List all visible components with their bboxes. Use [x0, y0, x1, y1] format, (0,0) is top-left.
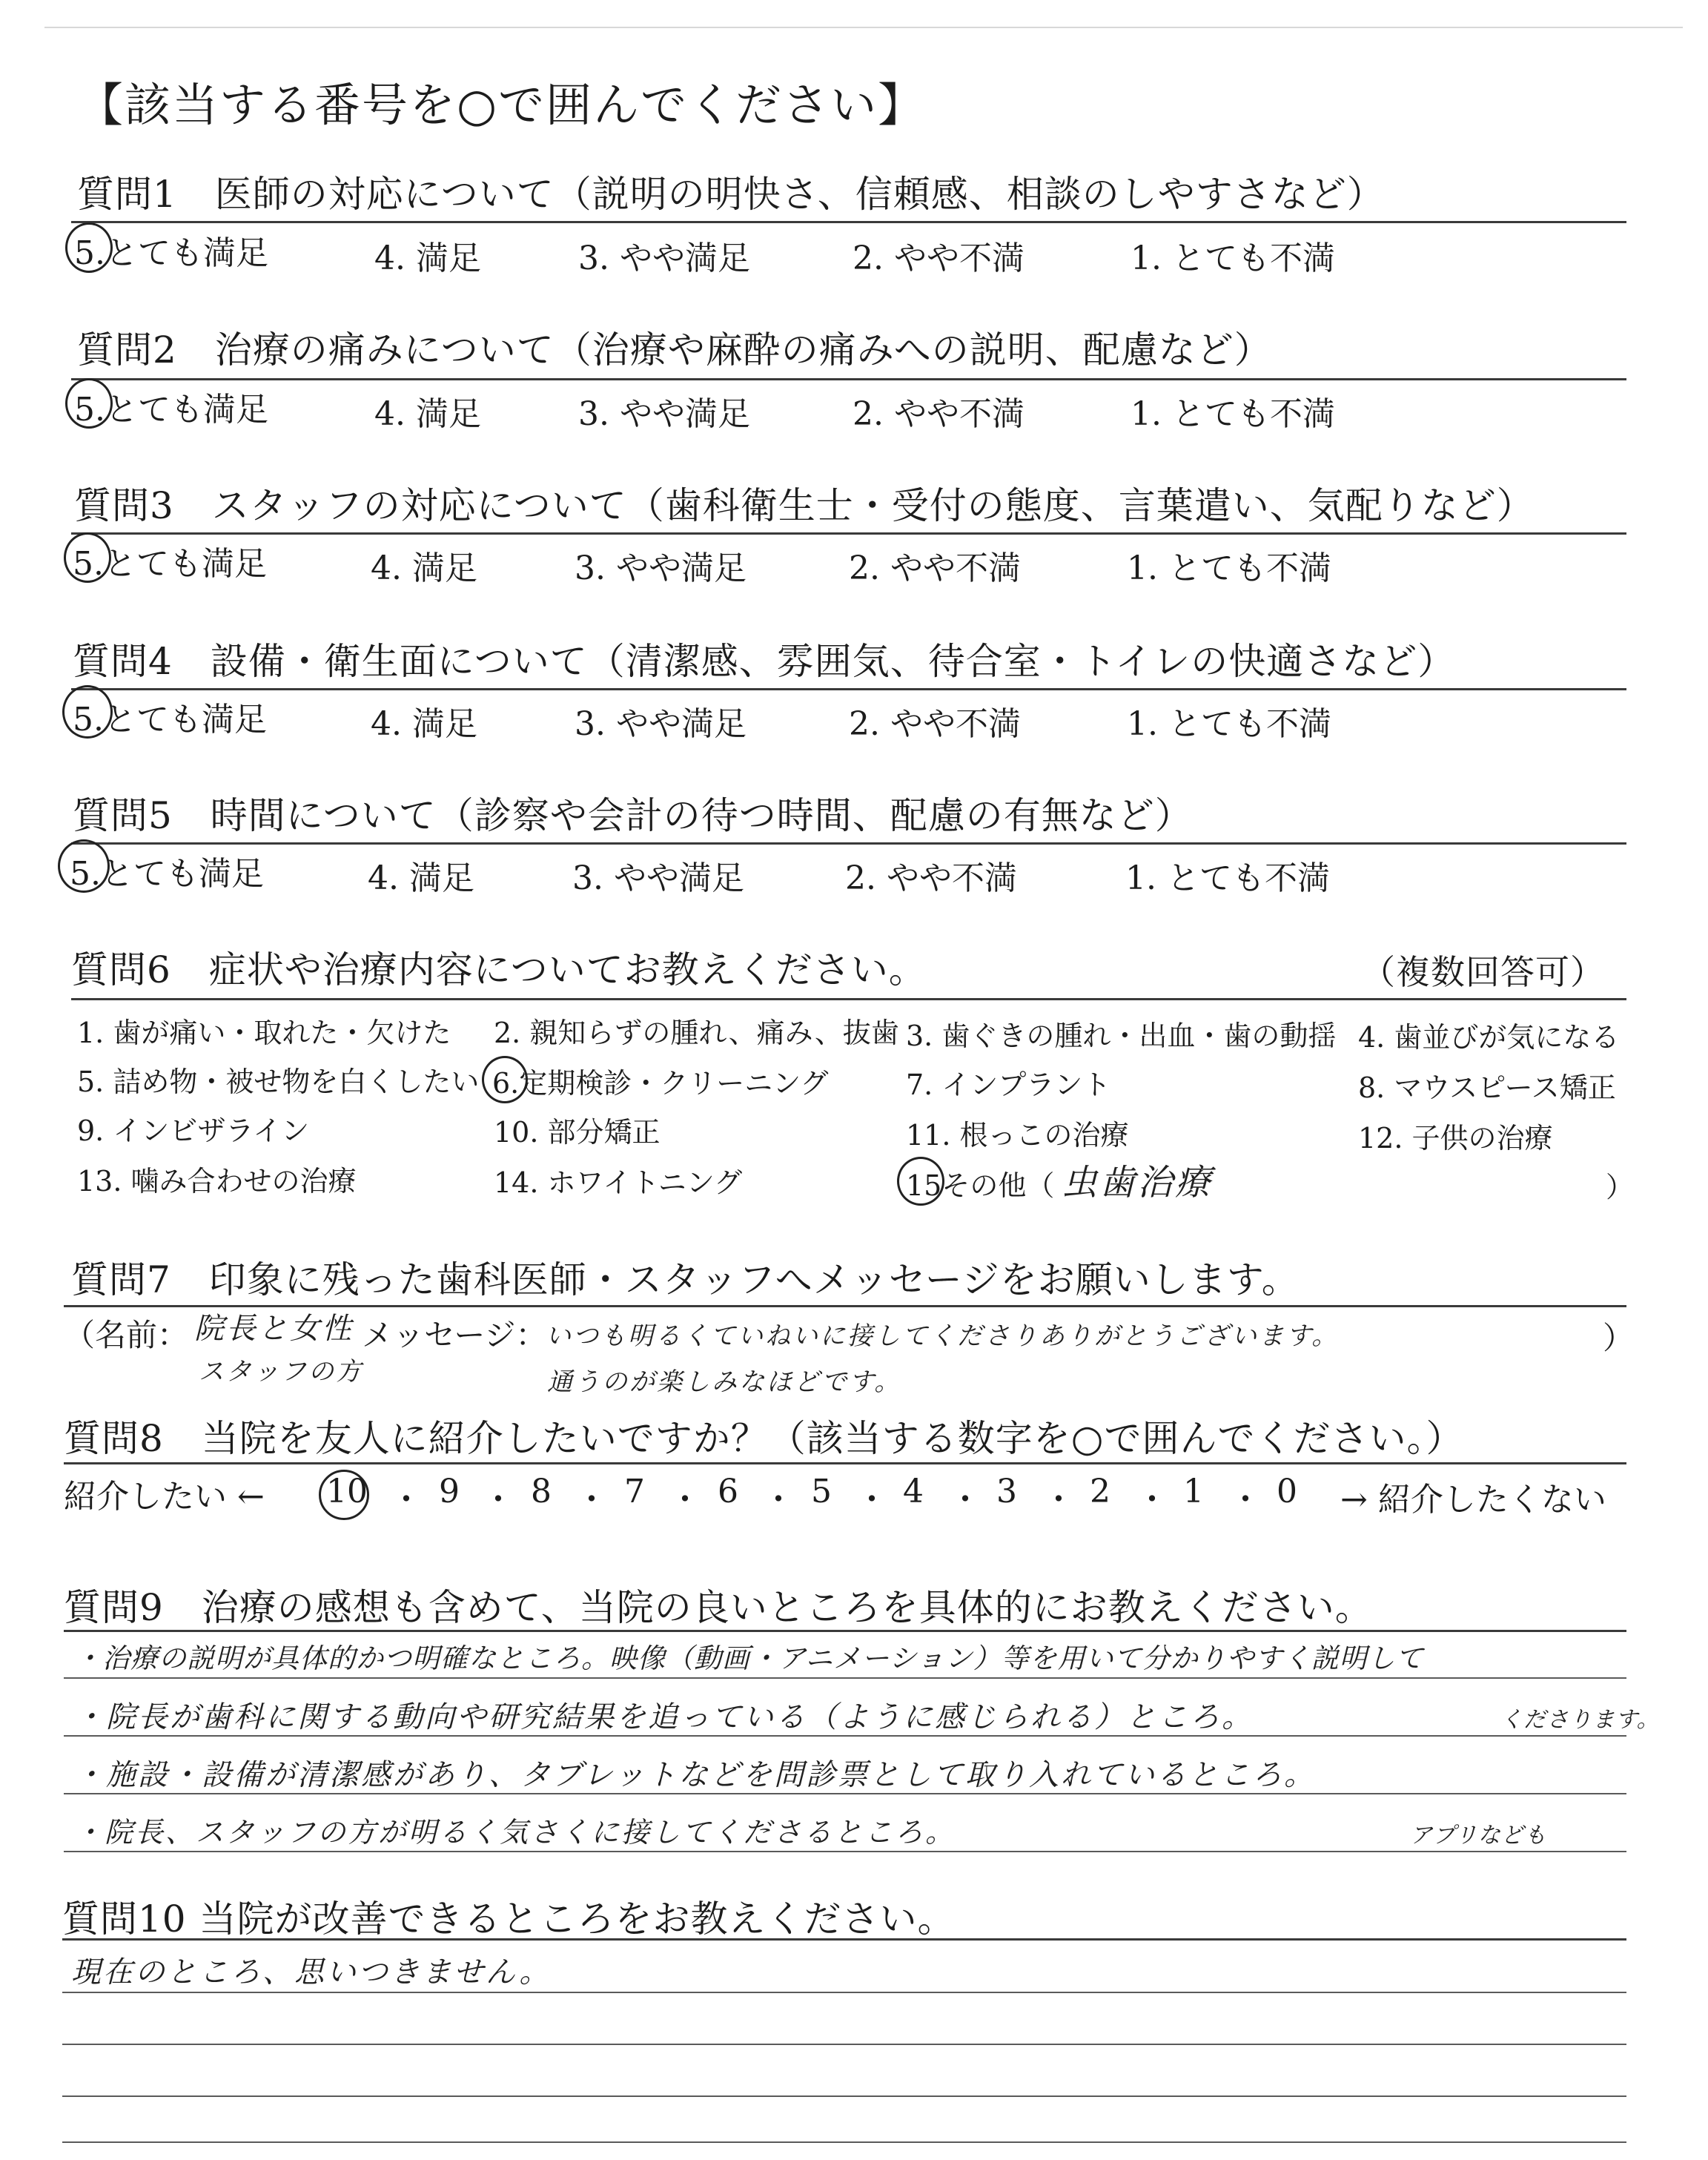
q6-item-8[interactable]: 8. マウスピース矯正 [1358, 1071, 1616, 1104]
q8-scale-dot: ・ [1136, 1481, 1168, 1519]
q8-scale-dot: ・ [575, 1481, 608, 1519]
q6-item-10[interactable]: 10. 部分矯正 [494, 1116, 661, 1149]
q4-option-1[interactable]: 1. とても不満 [1127, 705, 1331, 743]
q5-option-5[interactable]: 5.とても満足 [70, 855, 264, 893]
q6-item-11[interactable]: 11. 根っこの治療 [906, 1119, 1129, 1152]
q7-name-value-line1[interactable]: 院長と女性 [194, 1312, 354, 1346]
q3-title: 質問3 スタッフの対応について（歯科衛生士・受付の態度、言葉遣い、気配りなど） [74, 484, 1535, 527]
q3-option-3[interactable]: 3. やや満足 [575, 549, 747, 587]
q8-scale-10[interactable]: 10 [326, 1473, 368, 1510]
q8-scale-9[interactable]: 9 [439, 1473, 460, 1510]
q5-option-4[interactable]: 4. 満足 [368, 859, 474, 897]
q9-line-rule [64, 1735, 1626, 1737]
q9-title: 質問9 治療の感想も含めて、当院の良いところを具体的にお教えください。 [64, 1586, 1373, 1629]
q3-option-5[interactable]: 5.とても満足 [73, 545, 267, 583]
instruction-title: 【該当する番号を○で囲んでください】 [77, 78, 926, 132]
q7-message-line1[interactable]: いつも明るくていねいに接してくださりありがとうございます。 [546, 1321, 1340, 1351]
q7-message-label: メッセージ： [362, 1317, 547, 1353]
q10-line-rule [62, 2095, 1626, 2097]
q8-right-label: → 紹介したくない [1340, 1481, 1606, 1519]
q6-item-4[interactable]: 4. 歯並びが気になる [1358, 1021, 1620, 1054]
q1-option-1[interactable]: 1. とても不満 [1131, 240, 1335, 277]
q7-message-line2[interactable]: 通うのが楽しみなほどです。 [547, 1367, 902, 1397]
q8-left-label: 紹介したい ← [64, 1478, 265, 1516]
q6-item-7[interactable]: 7. インプラント [906, 1069, 1111, 1101]
q8-scale-8[interactable]: 8 [531, 1473, 552, 1510]
q8-scale-dot: ・ [1229, 1481, 1262, 1519]
q6-item-14[interactable]: 14. ホワイトニング [494, 1166, 743, 1199]
q8-scale-1[interactable]: 1 [1183, 1473, 1204, 1510]
q8-scale-5[interactable]: 5 [811, 1473, 832, 1510]
q1-option-4[interactable]: 4. 満足 [374, 240, 481, 277]
q9-answer-line2[interactable]: ・院長が歯科に関する動向や研究結果を追っている（ように感じられる）ところ。 [74, 1700, 1254, 1734]
q10-answer-line1[interactable]: 現在のところ、思いつきません。 [71, 1955, 552, 1989]
q9-line-rule [64, 1677, 1626, 1679]
q6-item-9[interactable]: 9. インビザライン [77, 1114, 310, 1147]
q7-title: 質問7 印象に残った歯科医師・スタッフへメッセージをお願いします。 [71, 1258, 1300, 1301]
q9-line-rule [64, 1793, 1626, 1794]
q8-scale-3[interactable]: 3 [996, 1473, 1017, 1510]
q8-scale-dot: ・ [390, 1481, 423, 1519]
q3-option-1[interactable]: 1. とても不満 [1127, 549, 1331, 587]
q8-scale-7[interactable]: 7 [624, 1473, 645, 1510]
q2-title: 質問2 治療の痛みについて（治療や麻酔の痛みへの説明、配慮など） [77, 328, 1272, 371]
q6-other-close-paren: ） [1606, 1171, 1635, 1203]
q1-title: 質問1 医師の対応について（説明の明快さ、信頼感、相談のしやすさなど） [77, 173, 1385, 216]
q9-answer-line4[interactable]: ・院長、スタッフの方が明るく気さくに接してくださるところ。 [74, 1816, 956, 1849]
scan-edge [44, 27, 1683, 28]
q6-other-text[interactable]: 虫歯治療 [1062, 1162, 1214, 1203]
q6-item-15[interactable]: 15その他（ [906, 1169, 1055, 1202]
q3-option-2[interactable]: 2. やや不満 [849, 549, 1021, 587]
q4-title: 質問4 設備・衛生面について（清潔感、雰囲気、待合室・トイレの快適さなど） [73, 640, 1456, 683]
q8-scale-4[interactable]: 4 [903, 1473, 924, 1510]
q2-option-5[interactable]: 5.とても満足 [74, 391, 268, 429]
q5-title: 質問5 時間について（診察や会計の待つ時間、配慮の有無など） [73, 794, 1193, 837]
q8-scale-dot: ・ [482, 1481, 514, 1519]
q9-side-note-2[interactable]: アプリなども [1410, 1823, 1547, 1849]
q6-item-13[interactable]: 13. 噛み合わせの治療 [77, 1165, 357, 1198]
q6-item-12[interactable]: 12. 子供の治療 [1358, 1122, 1553, 1155]
q2-option-4[interactable]: 4. 満足 [374, 395, 481, 433]
q4-option-2[interactable]: 2. やや不満 [849, 705, 1021, 743]
q10-title: 質問10 当院が改善できるところをお教えください。 [62, 1898, 956, 1941]
q4-option-5[interactable]: 5.とても満足 [73, 701, 267, 739]
q2-option-2[interactable]: 2. やや不満 [853, 395, 1025, 433]
q6-rule [71, 998, 1626, 1000]
q2-option-1[interactable]: 1. とても不満 [1131, 395, 1335, 433]
q10-line-rule [62, 1992, 1626, 1993]
q4-rule [71, 688, 1626, 690]
q10-rule [62, 1938, 1626, 1941]
q4-option-4[interactable]: 4. 満足 [371, 705, 477, 743]
q9-rule [64, 1630, 1626, 1632]
q9-line-rule [64, 1851, 1626, 1852]
q8-scale-dot: ・ [1042, 1481, 1075, 1519]
q7-name-value-line2[interactable]: スタッフの方 [199, 1357, 363, 1387]
q3-option-4[interactable]: 4. 満足 [371, 549, 477, 587]
q2-option-3[interactable]: 3. やや満足 [578, 395, 750, 433]
q5-option-2[interactable]: 2. やや不満 [845, 859, 1017, 897]
q6-item-1[interactable]: 1. 歯が痛い・取れた・欠けた [77, 1017, 451, 1049]
q4-option-3[interactable]: 3. やや満足 [575, 705, 747, 743]
q9-answer-line1[interactable]: ・治療の説明が具体的かつ明確なところ。映像（動画・アニメーション）等を用いて分かりやすく説明して [74, 1642, 1424, 1674]
q7-close-paren: ） [1603, 1320, 1635, 1356]
q8-scale-dot: ・ [669, 1481, 701, 1519]
q6-item-3[interactable]: 3. 歯ぐきの腫れ・出血・歯の動揺 [906, 1020, 1337, 1052]
q8-rule [64, 1462, 1626, 1464]
q8-scale-dot: ・ [762, 1481, 795, 1519]
q2-rule [71, 378, 1626, 380]
q7-name-label: （名前： [64, 1317, 189, 1353]
q1-option-3[interactable]: 3. やや満足 [578, 240, 750, 277]
q1-option-2[interactable]: 2. やや不満 [853, 240, 1025, 277]
q1-rule [71, 221, 1626, 223]
q5-option-1[interactable]: 1. とても不満 [1125, 859, 1330, 897]
q8-scale-dot: ・ [855, 1481, 888, 1519]
q6-item-2[interactable]: 2. 親知らずの腫れ、痛み、抜歯 [494, 1017, 899, 1049]
q1-option-5[interactable]: 5.とても満足 [74, 234, 268, 272]
q6-item-5[interactable]: 5. 詰め物・被せ物を白くしたい [77, 1066, 480, 1098]
q10-line-rule [62, 2141, 1626, 2143]
q9-answer-line3[interactable]: ・施設・設備が清潔感があり、タブレットなどを問診票として取り入れているところ。 [74, 1758, 1316, 1792]
q9-side-note-1[interactable]: くださります。 [1500, 1707, 1660, 1733]
q8-title: 質問8 当院を友人に紹介したいですか？（該当する数字を○で囲んでください。） [64, 1417, 1464, 1460]
q8-scale-dot: ・ [949, 1481, 982, 1519]
q6-multi-note: （複数回答可） [1361, 952, 1605, 992]
q8-scale-6[interactable]: 6 [718, 1473, 738, 1510]
q8-scale-2[interactable]: 2 [1090, 1473, 1110, 1510]
q6-title: 質問6 症状や治療内容についてお教えください。 [71, 948, 927, 991]
q6-item-6[interactable]: 6.定期検診・クリーニング [492, 1067, 829, 1100]
q5-option-3[interactable]: 3. やや満足 [572, 859, 744, 897]
q10-line-rule [62, 2044, 1626, 2045]
q3-rule [71, 532, 1626, 535]
q8-scale-0[interactable]: 0 [1277, 1473, 1297, 1510]
q5-rule [71, 842, 1626, 845]
